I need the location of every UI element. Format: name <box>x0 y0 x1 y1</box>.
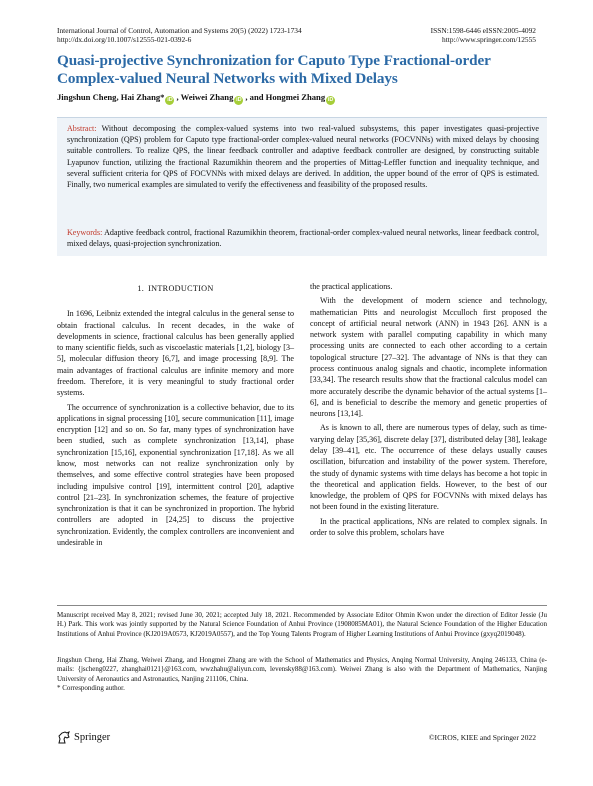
paragraph: The occurrence of synchronization is a collective behavior, due to its applications in signal processing [10], secure communication [11], image encryption [12] and so on. So far, many types of synchronization have been studied, such as complete synchronization [13,14], phase synchronization [15,16], exponential synchronization [17,18]. As we all know, most networks can not realize synchronization only by themselves, and some effective control strategies have been proposed including impulsive control [19], intermittent control [20], adaptive control [21–23]. In synchronization schemes, the feature of projective synchronization is that it can be synchronized in proportion. The hybrid controllers are adopted in [24,25] to discuss the projective synchronization. Evidently, the complex controllers are inconvenient and undesirable in <box>57 402 294 547</box>
abstract-body: Without decomposing the complex-valued systems into two real-valued subsystems, this paper investigates quasi-projective synchronization (QPS) problem for Caputo type fractional-order complex-valued neural networks (FOCVNNs) with mixed delays by choosing suitable controllers. To realize QPS, the linear feedback controller and adaptive feedback controller are designed, by constructing suitable Lyapunov function, utilizing the fractional Razumikhin theorem and the properties of Mittag-Leffler function and inequality technique, and several sufficient criteria for QPS of FOCVNNs with mixed delays are derived. In addition, the upper bound of the error of QPS is estimated. Finally, two numerical examples are simulated to verify the effectiveness and feasibility of the proposed results. <box>67 124 540 190</box>
title-line-2: Complex-valued Neural Networks with Mixed Delays <box>57 70 398 87</box>
title-line-1: Quasi-projective Synchronization for Caputo Type Fractional-order <box>57 52 491 69</box>
springer-url[interactable]: http://www.springer.com/12555 <box>442 35 536 44</box>
orcid-icon[interactable]: iD <box>327 97 334 103</box>
right-column <box>310 281 547 541</box>
journal-citation: International Journal of Control, Automation and Systems 20(5) (2022) 1723-1734 <box>57 26 302 35</box>
keywords-label: Keywords: <box>67 228 103 237</box>
footnote-divider <box>57 605 547 606</box>
orcid-icon[interactable]: iD <box>167 97 173 103</box>
affiliation-footnote <box>57 656 547 693</box>
paper-title <box>57 52 547 88</box>
paragraph: the practical applications. <box>310 282 393 291</box>
springer-wordmark: Springer <box>74 732 111 743</box>
author-list <box>57 92 547 105</box>
orcid-icon[interactable]: iD <box>236 97 242 103</box>
affiliation-text: Jingshun Cheng, Hai Zhang, Weiwei Zhang, and Hongmei Zhang are with the School of Mathematics and Physics, Anqing Normal University, Anqing 246133, China (e-mails: {jscheng0227, zhanghai0121}@163.com, wwzhahu@aliyun.com, levensky88@163.com). Weiwei Zhang is also with the Department of Mathematics, Nanjing University of Aeronautics and Astronautics, Nanjing 211106, China. <box>57 656 547 683</box>
paragraph: In 1696, Leibniz extended the integral calculus in the general sense to obtain fractional calculus. In recent decades, in the wake of developments in science, fractional calculus has been generally applied to many scientific fields, such as viscoelastic materials [1,2], biology [3–5], molecular diffusion theory [6,7], and image processing [8,9]. The main advantages of fractional calculus are infinite memory and more freedom. Therefore, it is very meaningful to study fractional order systems. <box>57 309 294 398</box>
paragraph: With the development of modern science and technology, mathematician Pitts and neurologist Mcculloch first proposed the concept of artificial neural network (ANN) in 1943 [26]. ANN is a network system with parallel computing capability in which many processing units are connected to each other according to a certain topological structure [27–32]. The advantage of NNs is that they can process continuous analog signals and chaotic, incomplete information [33,34]. The research results show that the fractional calculus model can more accurately describe the dynamic behavior of the actual systems [1–6], and is beneficial to describe the memory and genetic properties of neurons [13,14]. <box>310 296 547 419</box>
keywords <box>67 227 539 249</box>
corresponding-author-note: * Corresponding author. <box>57 683 125 692</box>
author-names-3: , and Hongmei Zhang <box>245 92 326 102</box>
abstract-label: Abstract: <box>67 124 97 133</box>
paragraph: As is known to all, there are numerous types of delay, such as time-varying delay [35,36], discrete delay [37], distributed delay [38], leakage delay [39–41], etc. The occurrence of these delays usually causes oscillation, bifurcation and instability of the power system. Therefore, the study of dynamic systems with time delays has become a hot topic in the theoretical and application fields. However, to the best of our knowledge, the problem of QPS for FOCVNNs with mixed delays has not been found in the existing literature. <box>310 423 547 512</box>
springer-logo <box>57 731 110 744</box>
paragraph: In the practical applications, NNs are related to complex signals. In order to solve this problem, scholars have <box>310 516 547 537</box>
author-names-1: Jingshun Cheng, Hai Zhang* <box>57 92 165 102</box>
abstract <box>67 123 539 190</box>
keywords-body: Adaptive feedback control, fractional Razumikhin theorem, fractional-order complex-valued neural networks, linear feedback control, mixed delays, quasi-projection synchronization. <box>67 228 539 249</box>
issn-header <box>431 26 536 44</box>
doi-link[interactable]: http://dx.doi.org/10.1007/s12555-021-0392-6 <box>57 35 192 44</box>
journal-header <box>57 26 302 44</box>
manuscript-footnote: Manuscript received May 8, 2021; revised June 30, 2021; accepted July 18, 2021. Recommended by Associate Editor Ohmin Kwon under the direction of Editor Jessie (Ju H.) Park. This work was jointly supported by the Natural Science Foundation of Anhui Province (1908085MA01), the Natural Science Foundation of the Higher Education Institutions of Anhui Province (KJ2019A0573, KJ2019A0557), and the Top Young Talents Program of Higher Learning Institutions of Anhui Province (gxyq2019048). <box>57 611 547 638</box>
issn-text: ISSN:1598-6446 eISSN:2005-4092 <box>430 26 536 35</box>
left-column <box>57 281 294 551</box>
springer-horse-icon <box>57 731 71 744</box>
author-names-2: , Weiwei Zhang <box>176 92 234 102</box>
section-title: INTRODUCTION <box>148 284 214 293</box>
section-number: 1. <box>137 284 145 293</box>
copyright-notice: ©ICROS, KIEE and Springer 2022 <box>428 733 536 742</box>
section-heading <box>57 283 294 294</box>
